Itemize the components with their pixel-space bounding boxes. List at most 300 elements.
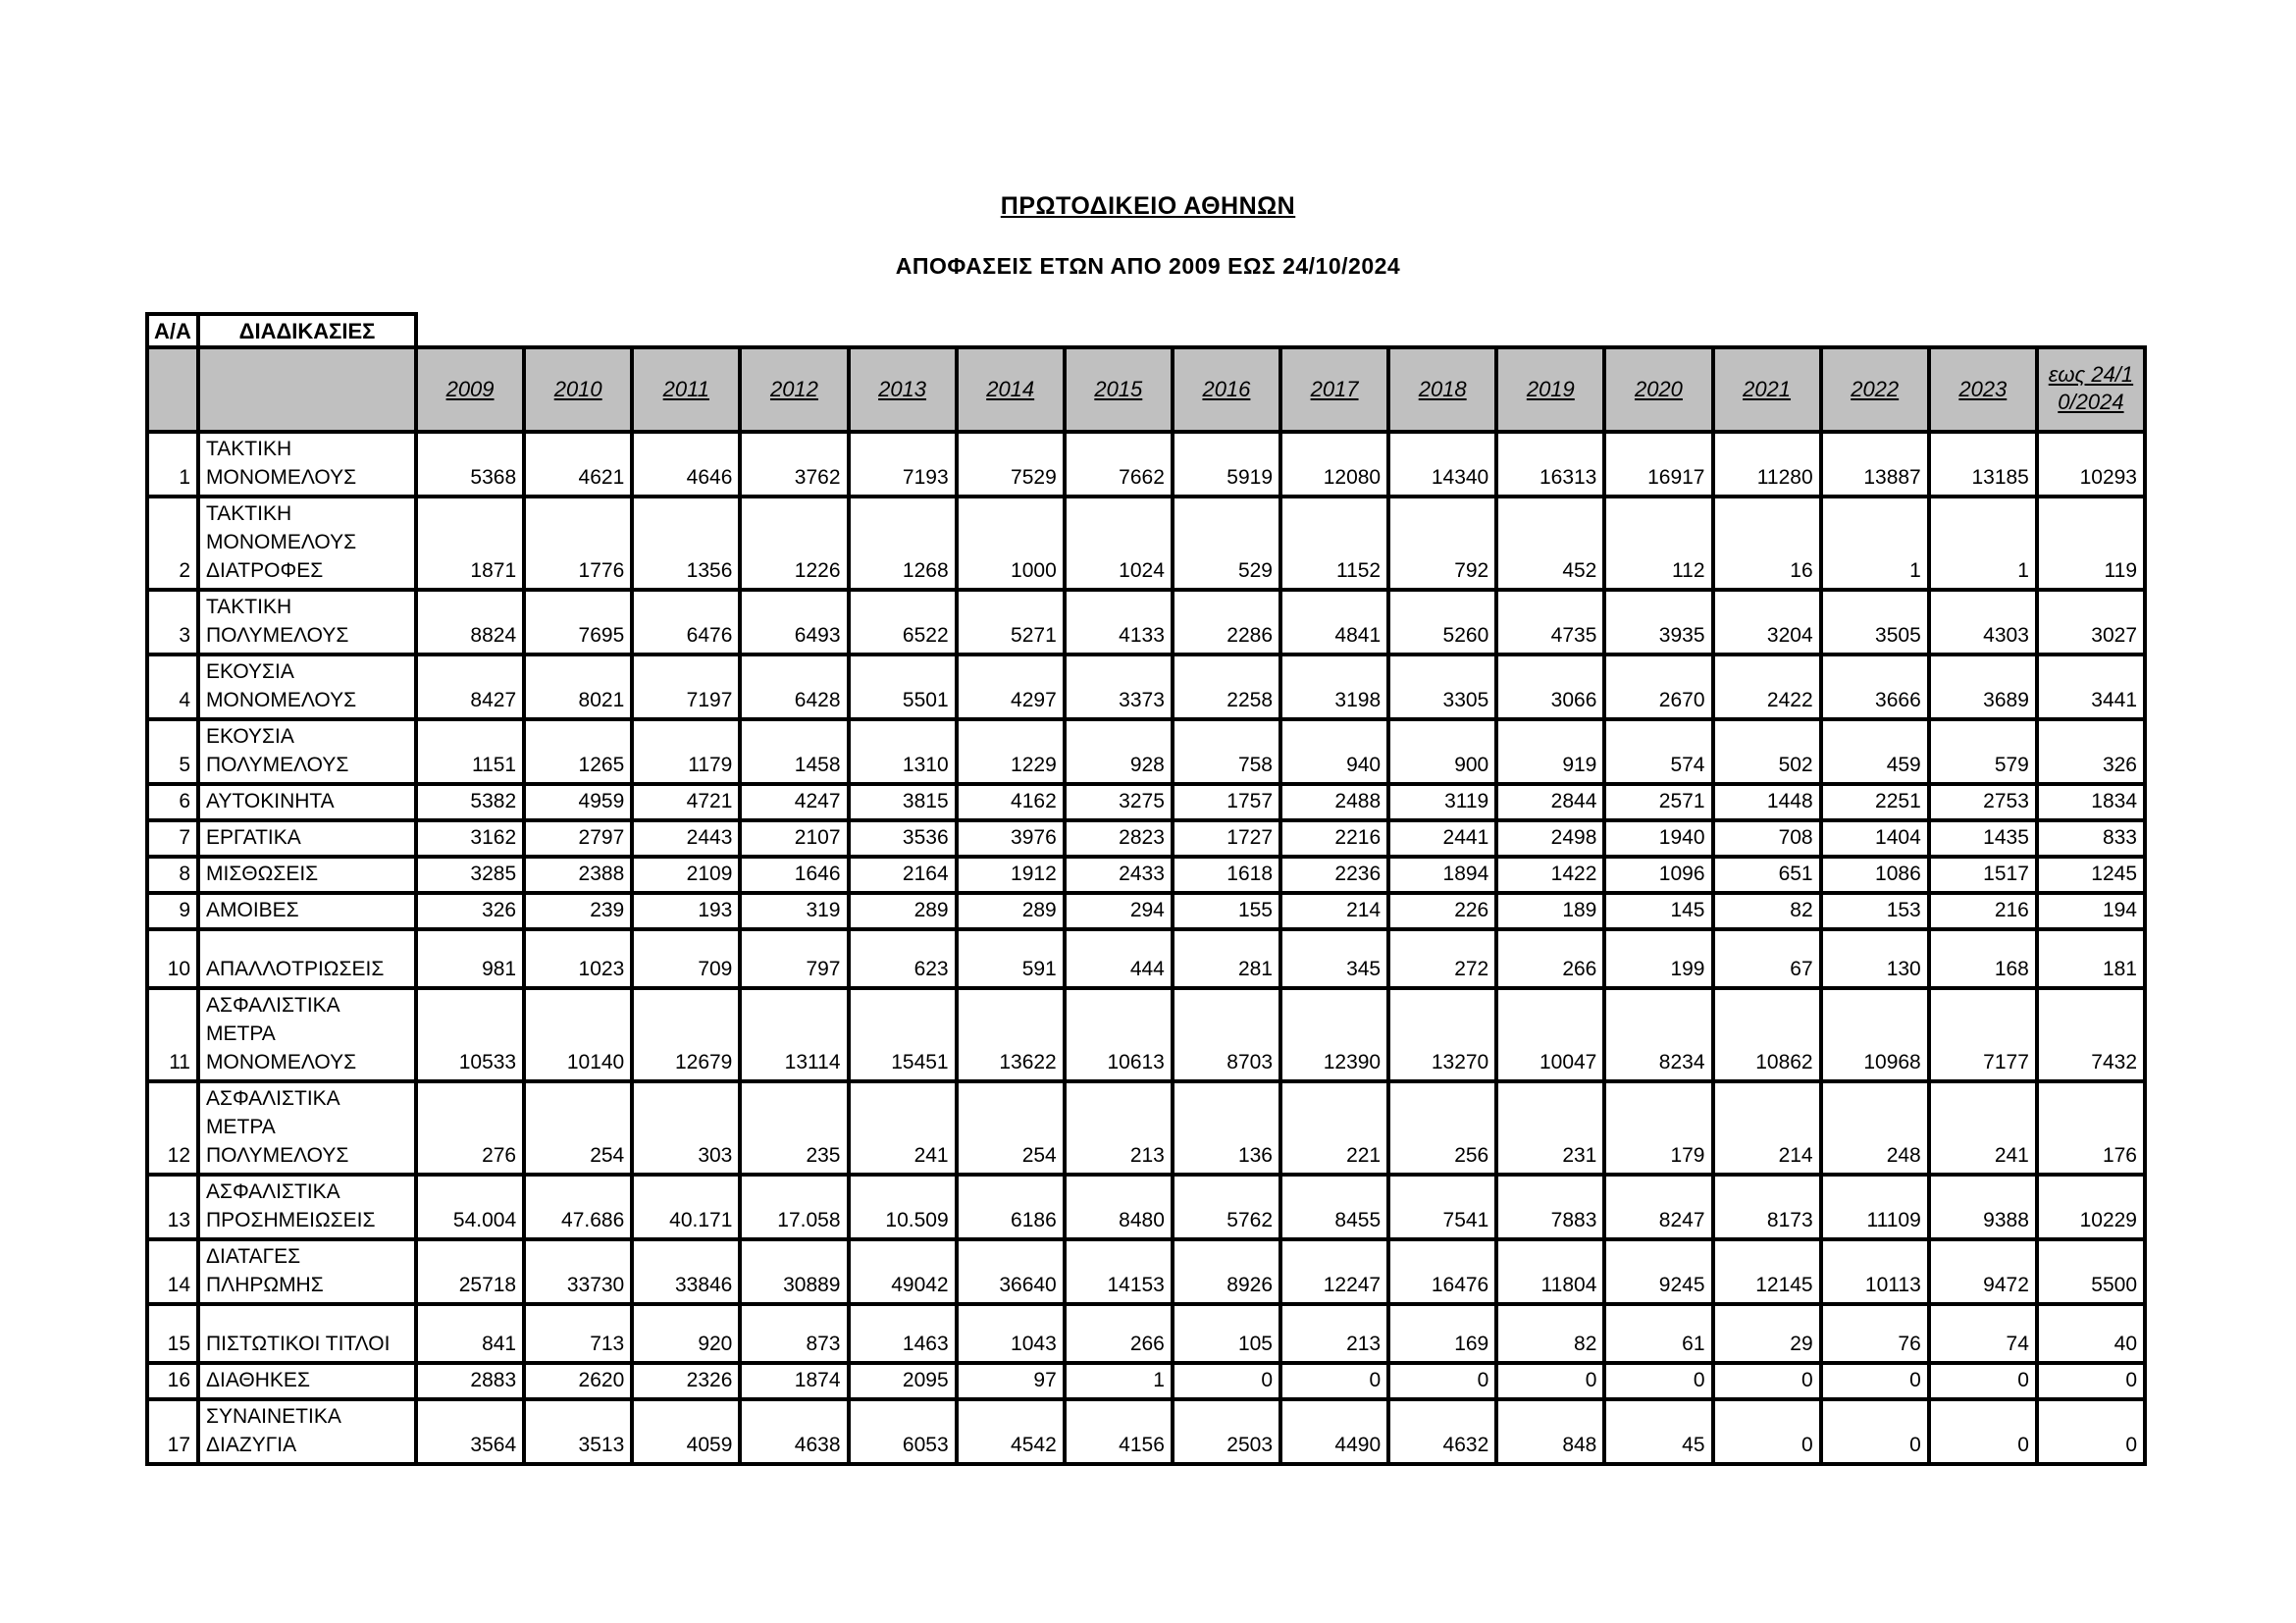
value-cell: 1618	[1173, 857, 1280, 893]
column-header-year: 2019	[1496, 347, 1604, 432]
column-header-year: 2012	[740, 347, 848, 432]
value-cell: 10.509	[849, 1175, 957, 1239]
value-cell: 289	[957, 893, 1065, 929]
value-cell: 3762	[740, 432, 848, 497]
value-cell: 10140	[524, 988, 632, 1081]
value-cell: 199	[1604, 929, 1712, 988]
value-cell: 5271	[957, 590, 1065, 654]
value-cell: 130	[1821, 929, 1929, 988]
procedure-label-cell: ΑΠΑΛΛΟΤΡΙΩΣΕΙΣ	[198, 929, 416, 988]
value-cell: 3204	[1713, 590, 1821, 654]
row-index-cell: 1	[147, 432, 198, 497]
value-cell: 4621	[524, 432, 632, 497]
row-index-cell: 15	[147, 1304, 198, 1363]
procedure-label-cell: ΕΚΟΥΣΙΑ ΜΟΝΟΜΕΛΟΥΣ	[198, 654, 416, 719]
column-header-year: 2009	[416, 347, 524, 432]
value-cell: 4059	[632, 1399, 740, 1464]
value-cell: 4162	[957, 784, 1065, 820]
value-cell: 7529	[957, 432, 1065, 497]
column-header-year: 2015	[1065, 347, 1173, 432]
value-cell: 1226	[740, 497, 848, 590]
value-cell: 1043	[957, 1304, 1065, 1363]
corner-row-empty-space	[1065, 314, 1173, 347]
value-cell: 254	[957, 1081, 1065, 1175]
value-cell: 12247	[1280, 1239, 1388, 1304]
value-cell: 2216	[1280, 820, 1388, 857]
value-cell: 155	[1173, 893, 1280, 929]
value-cell: 713	[524, 1304, 632, 1363]
procedure-label-cell: ΔΙΑΘΗΚΕΣ	[198, 1363, 416, 1399]
value-cell: 1517	[1929, 857, 2037, 893]
value-cell: 13185	[1929, 432, 2037, 497]
value-cell: 2571	[1604, 784, 1712, 820]
value-cell: 841	[416, 1304, 524, 1363]
value-cell: 709	[632, 929, 740, 988]
column-header-year: 2021	[1713, 347, 1821, 432]
value-cell: 579	[1929, 719, 2037, 784]
value-cell: 8455	[1280, 1175, 1388, 1239]
value-cell: 833	[2037, 820, 2145, 857]
value-cell: 7695	[524, 590, 632, 654]
value-cell: 14340	[1388, 432, 1496, 497]
value-cell: 1152	[1280, 497, 1388, 590]
procedure-label-cell: ΤΑΚΤΙΚΗ ΜΟΝΟΜΕΛΟΥΣ ΔΙΑΤΡΟΦΕΣ	[198, 497, 416, 590]
column-header-year: 2010	[524, 347, 632, 432]
table-row	[147, 719, 2145, 784]
column-header-year: 2023	[1929, 347, 2037, 432]
value-cell: 651	[1713, 857, 1821, 893]
value-cell: 6522	[849, 590, 957, 654]
value-cell: 1894	[1388, 857, 1496, 893]
value-cell: 2620	[524, 1363, 632, 1399]
table-row	[147, 1239, 2145, 1304]
value-cell: 168	[1929, 929, 2037, 988]
table-body	[147, 432, 2145, 1464]
procedure-label-cell: ΤΑΚΤΙΚΗ ΜΟΝΟΜΕΛΟΥΣ	[198, 432, 416, 497]
value-cell: 15451	[849, 988, 957, 1081]
value-cell: 2797	[524, 820, 632, 857]
value-cell: 12390	[1280, 988, 1388, 1081]
value-cell: 5368	[416, 432, 524, 497]
value-cell: 248	[1821, 1081, 1929, 1175]
value-cell: 4303	[1929, 590, 2037, 654]
value-cell: 7197	[632, 654, 740, 719]
value-cell: 3505	[1821, 590, 1929, 654]
value-cell: 7662	[1065, 432, 1173, 497]
value-cell: 708	[1713, 820, 1821, 857]
value-cell: 6428	[740, 654, 848, 719]
value-cell: 6053	[849, 1399, 957, 1464]
table-row	[147, 820, 2145, 857]
value-cell: 3027	[2037, 590, 2145, 654]
value-cell: 4542	[957, 1399, 1065, 1464]
value-cell: 214	[1713, 1081, 1821, 1175]
column-header-year: 2022	[1821, 347, 1929, 432]
value-cell: 67	[1713, 929, 1821, 988]
value-cell: 0	[1929, 1363, 2037, 1399]
value-cell: 0	[2037, 1399, 2145, 1464]
value-cell: 10047	[1496, 988, 1604, 1081]
value-cell: 0	[1280, 1363, 1388, 1399]
year-header-spacer-index	[147, 347, 198, 432]
value-cell: 8234	[1604, 988, 1712, 1081]
value-cell: 2258	[1173, 654, 1280, 719]
value-cell: 97	[957, 1363, 1065, 1399]
corner-row-empty-space	[849, 314, 957, 347]
value-cell: 3198	[1280, 654, 1388, 719]
table-row	[147, 1399, 2145, 1464]
value-cell: 0	[1496, 1363, 1604, 1399]
corner-header-row	[147, 314, 2145, 347]
value-cell: 16	[1713, 497, 1821, 590]
row-index-cell: 2	[147, 497, 198, 590]
value-cell: 3536	[849, 820, 957, 857]
corner-row-empty-space	[1929, 314, 2037, 347]
corner-row-empty-space	[524, 314, 632, 347]
value-cell: 0	[1713, 1399, 1821, 1464]
value-cell: 502	[1713, 719, 1821, 784]
value-cell: 1000	[957, 497, 1065, 590]
value-cell: 797	[740, 929, 848, 988]
column-header-year: 2020	[1604, 347, 1712, 432]
value-cell: 16476	[1388, 1239, 1496, 1304]
value-cell: 326	[2037, 719, 2145, 784]
value-cell: 14153	[1065, 1239, 1173, 1304]
value-cell: 1179	[632, 719, 740, 784]
value-cell: 6476	[632, 590, 740, 654]
value-cell: 0	[1173, 1363, 1280, 1399]
value-cell: 591	[957, 929, 1065, 988]
value-cell: 47.686	[524, 1175, 632, 1239]
value-cell: 1310	[849, 719, 957, 784]
value-cell: 2823	[1065, 820, 1173, 857]
value-cell: 1776	[524, 497, 632, 590]
value-cell: 13887	[1821, 432, 1929, 497]
value-cell: 4721	[632, 784, 740, 820]
value-cell: 1229	[957, 719, 1065, 784]
value-cell: 33846	[632, 1239, 740, 1304]
value-cell: 4638	[740, 1399, 848, 1464]
value-cell: 1422	[1496, 857, 1604, 893]
value-cell: 226	[1388, 893, 1496, 929]
value-cell: 2107	[740, 820, 848, 857]
value-cell: 213	[1065, 1081, 1173, 1175]
value-cell: 4735	[1496, 590, 1604, 654]
value-cell: 13622	[957, 988, 1065, 1081]
value-cell: 7432	[2037, 988, 2145, 1081]
value-cell: 848	[1496, 1399, 1604, 1464]
corner-row-empty-space	[2037, 314, 2145, 347]
value-cell: 145	[1604, 893, 1712, 929]
value-cell: 5762	[1173, 1175, 1280, 1239]
value-cell: 3119	[1388, 784, 1496, 820]
value-cell: 7883	[1496, 1175, 1604, 1239]
table-row	[147, 857, 2145, 893]
value-cell: 4247	[740, 784, 848, 820]
value-cell: 193	[632, 893, 740, 929]
value-cell: 17.058	[740, 1175, 848, 1239]
value-cell: 0	[1821, 1363, 1929, 1399]
value-cell: 2095	[849, 1363, 957, 1399]
table-row	[147, 784, 2145, 820]
table-row	[147, 1304, 2145, 1363]
value-cell: 30889	[740, 1239, 848, 1304]
table-row	[147, 590, 2145, 654]
value-cell: 1871	[416, 497, 524, 590]
value-cell: 0	[1821, 1399, 1929, 1464]
value-cell: 1	[1065, 1363, 1173, 1399]
table-row	[147, 432, 2145, 497]
value-cell: 2503	[1173, 1399, 1280, 1464]
value-cell: 3162	[416, 820, 524, 857]
value-cell: 5501	[849, 654, 957, 719]
value-cell: 10229	[2037, 1175, 2145, 1239]
row-index-cell: 5	[147, 719, 198, 784]
value-cell: 256	[1388, 1081, 1496, 1175]
corner-row-empty-space	[1604, 314, 1712, 347]
value-cell: 7177	[1929, 988, 2037, 1081]
value-cell: 2441	[1388, 820, 1496, 857]
value-cell: 444	[1065, 929, 1173, 988]
value-cell: 2433	[1065, 857, 1173, 893]
value-cell: 8703	[1173, 988, 1280, 1081]
value-cell: 1646	[740, 857, 848, 893]
value-cell: 319	[740, 893, 848, 929]
corner-row-empty-space	[1173, 314, 1280, 347]
procedure-label-cell: ΣΥΝΑΙΝΕΤΙΚΑ ΔΙΑΖΥΓΙΑ	[198, 1399, 416, 1464]
value-cell: 9388	[1929, 1175, 2037, 1239]
value-cell: 1912	[957, 857, 1065, 893]
value-cell: 10968	[1821, 988, 1929, 1081]
value-cell: 792	[1388, 497, 1496, 590]
value-cell: 221	[1280, 1081, 1388, 1175]
value-cell: 1458	[740, 719, 848, 784]
value-cell: 54.004	[416, 1175, 524, 1239]
value-cell: 8021	[524, 654, 632, 719]
value-cell: 6493	[740, 590, 848, 654]
value-cell: 4632	[1388, 1399, 1496, 1464]
value-cell: 9472	[1929, 1239, 2037, 1304]
value-cell: 981	[416, 929, 524, 988]
value-cell: 36640	[957, 1239, 1065, 1304]
value-cell: 136	[1173, 1081, 1280, 1175]
value-cell: 5500	[2037, 1239, 2145, 1304]
procedure-label-cell: ΤΑΚΤΙΚΗ ΠΟΛΥΜΕΛΟΥΣ	[198, 590, 416, 654]
value-cell: 45	[1604, 1399, 1712, 1464]
year-header-row	[147, 347, 2145, 432]
value-cell: 3689	[1929, 654, 2037, 719]
value-cell: 241	[1929, 1081, 2037, 1175]
value-cell: 74	[1929, 1304, 2037, 1363]
value-cell: 239	[524, 893, 632, 929]
value-cell: 3815	[849, 784, 957, 820]
value-cell: 8173	[1713, 1175, 1821, 1239]
value-cell: 294	[1065, 893, 1173, 929]
table-row	[147, 893, 2145, 929]
value-cell: 4297	[957, 654, 1065, 719]
procedure-label-cell: ΑΣΦΑΛΙΣΤΙΚΑ ΜΕΤΡΑ ΠΟΛΥΜΕΛΟΥΣ	[198, 1081, 416, 1175]
value-cell: 3285	[416, 857, 524, 893]
value-cell: 303	[632, 1081, 740, 1175]
value-cell: 231	[1496, 1081, 1604, 1175]
column-header-until-date: εως 24/10/2024	[2037, 347, 2145, 432]
value-cell: 873	[740, 1304, 848, 1363]
value-cell: 181	[2037, 929, 2145, 988]
value-cell: 216	[1929, 893, 2037, 929]
value-cell: 2883	[416, 1363, 524, 1399]
page-title: ΠΡΩΤΟΔΙΚΕΙΟ ΑΘΗΝΩΝ	[1000, 192, 1296, 220]
value-cell: 189	[1496, 893, 1604, 929]
value-cell: 900	[1388, 719, 1496, 784]
row-index-cell: 17	[147, 1399, 198, 1464]
value-cell: 16917	[1604, 432, 1712, 497]
value-cell: 2388	[524, 857, 632, 893]
value-cell: 25718	[416, 1239, 524, 1304]
corner-row-empty-space	[1821, 314, 1929, 347]
value-cell: 0	[2037, 1363, 2145, 1399]
value-cell: 12080	[1280, 432, 1388, 497]
value-cell: 169	[1388, 1304, 1496, 1363]
table-row	[147, 929, 2145, 988]
value-cell: 2488	[1280, 784, 1388, 820]
value-cell: 49042	[849, 1239, 957, 1304]
table-row	[147, 497, 2145, 590]
value-cell: 1265	[524, 719, 632, 784]
value-cell: 1834	[2037, 784, 2145, 820]
value-cell: 1268	[849, 497, 957, 590]
value-cell: 2236	[1280, 857, 1388, 893]
value-cell: 4490	[1280, 1399, 1388, 1464]
value-cell: 1874	[740, 1363, 848, 1399]
value-cell: 8824	[416, 590, 524, 654]
value-cell: 4133	[1065, 590, 1173, 654]
value-cell: 1245	[2037, 857, 2145, 893]
value-cell: 10293	[2037, 432, 2145, 497]
value-cell: 266	[1065, 1304, 1173, 1363]
value-cell: 8427	[416, 654, 524, 719]
value-cell: 3666	[1821, 654, 1929, 719]
value-cell: 2753	[1929, 784, 2037, 820]
value-cell: 76	[1821, 1304, 1929, 1363]
procedures-column-header: ΔΙΑΔΙΚΑΣΙΕΣ	[198, 314, 416, 347]
corner-row-empty-space	[632, 314, 740, 347]
corner-row-empty-space	[740, 314, 848, 347]
row-index-cell: 16	[147, 1363, 198, 1399]
row-index-cell: 12	[147, 1081, 198, 1175]
value-cell: 0	[1604, 1363, 1712, 1399]
value-cell: 919	[1496, 719, 1604, 784]
row-index-cell: 13	[147, 1175, 198, 1239]
value-cell: 5382	[416, 784, 524, 820]
row-index-cell: 10	[147, 929, 198, 988]
row-index-cell: 7	[147, 820, 198, 857]
value-cell: 213	[1280, 1304, 1388, 1363]
value-cell: 8247	[1604, 1175, 1712, 1239]
value-cell: 3305	[1388, 654, 1496, 719]
value-cell: 758	[1173, 719, 1280, 784]
value-cell: 3935	[1604, 590, 1712, 654]
table-row	[147, 1363, 2145, 1399]
page-subtitle: ΑΠΟΦΑΣΕΙΣ ΕΤΩΝ ΑΠΟ 2009 ΕΩΣ 24/10/2024	[895, 253, 1401, 279]
value-cell: 11280	[1713, 432, 1821, 497]
value-cell: 452	[1496, 497, 1604, 590]
corner-row-empty-space	[416, 314, 524, 347]
value-cell: 1024	[1065, 497, 1173, 590]
value-cell: 10613	[1065, 988, 1173, 1081]
value-cell: 2251	[1821, 784, 1929, 820]
value-cell: 1435	[1929, 820, 2037, 857]
procedure-label-cell: ΕΡΓΑΤΙΚΑ	[198, 820, 416, 857]
corner-row-empty-space	[1713, 314, 1821, 347]
value-cell: 12145	[1713, 1239, 1821, 1304]
value-cell: 10533	[416, 988, 524, 1081]
row-index-cell: 11	[147, 988, 198, 1081]
value-cell: 11804	[1496, 1239, 1604, 1304]
table-row	[147, 1081, 2145, 1175]
value-cell: 7193	[849, 432, 957, 497]
value-cell: 82	[1496, 1304, 1604, 1363]
value-cell: 3976	[957, 820, 1065, 857]
procedure-label-cell: ΑΣΦΑΛΙΣΤΙΚΑ ΜΕΤΡΑ ΜΟΝΟΜΕΛΟΥΣ	[198, 988, 416, 1081]
value-cell: 29	[1713, 1304, 1821, 1363]
column-header-year: 2016	[1173, 347, 1280, 432]
value-cell: 1	[1821, 497, 1929, 590]
value-cell: 2443	[632, 820, 740, 857]
value-cell: 82	[1713, 893, 1821, 929]
row-index-cell: 6	[147, 784, 198, 820]
value-cell: 254	[524, 1081, 632, 1175]
value-cell: 2326	[632, 1363, 740, 1399]
value-cell: 61	[1604, 1304, 1712, 1363]
corner-row-empty-space	[1280, 314, 1388, 347]
value-cell: 1356	[632, 497, 740, 590]
value-cell: 920	[632, 1304, 740, 1363]
row-index-cell: 9	[147, 893, 198, 929]
value-cell: 176	[2037, 1081, 2145, 1175]
column-header-year: 2011	[632, 347, 740, 432]
value-cell: 40	[2037, 1304, 2145, 1363]
value-cell: 1940	[1604, 820, 1712, 857]
value-cell: 241	[849, 1081, 957, 1175]
row-index-cell: 14	[147, 1239, 198, 1304]
value-cell: 2164	[849, 857, 957, 893]
value-cell: 194	[2037, 893, 2145, 929]
value-cell: 326	[416, 893, 524, 929]
value-cell: 6186	[957, 1175, 1065, 1239]
table-row	[147, 1175, 2145, 1239]
value-cell: 235	[740, 1081, 848, 1175]
value-cell: 623	[849, 929, 957, 988]
value-cell: 13270	[1388, 988, 1496, 1081]
value-cell: 1727	[1173, 820, 1280, 857]
row-index-cell: 8	[147, 857, 198, 893]
value-cell: 5260	[1388, 590, 1496, 654]
value-cell: 4156	[1065, 1399, 1173, 1464]
column-header-year: 2018	[1388, 347, 1496, 432]
value-cell: 3275	[1065, 784, 1173, 820]
procedure-label-cell: ΑΜΟΙΒΕΣ	[198, 893, 416, 929]
value-cell: 9245	[1604, 1239, 1712, 1304]
value-cell: 4646	[632, 432, 740, 497]
value-cell: 266	[1496, 929, 1604, 988]
procedure-label-cell: ΔΙΑΤΑΓΕΣ ΠΛΗΡΩΜΗΣ	[198, 1239, 416, 1304]
value-cell: 928	[1065, 719, 1173, 784]
procedure-label-cell: ΠΙΣΤΩΤΙΚΟΙ ΤΙΤΛΟΙ	[198, 1304, 416, 1363]
decisions-by-year-table	[145, 312, 2147, 1466]
value-cell: 289	[849, 893, 957, 929]
value-cell: 3513	[524, 1399, 632, 1464]
value-cell: 2422	[1713, 654, 1821, 719]
